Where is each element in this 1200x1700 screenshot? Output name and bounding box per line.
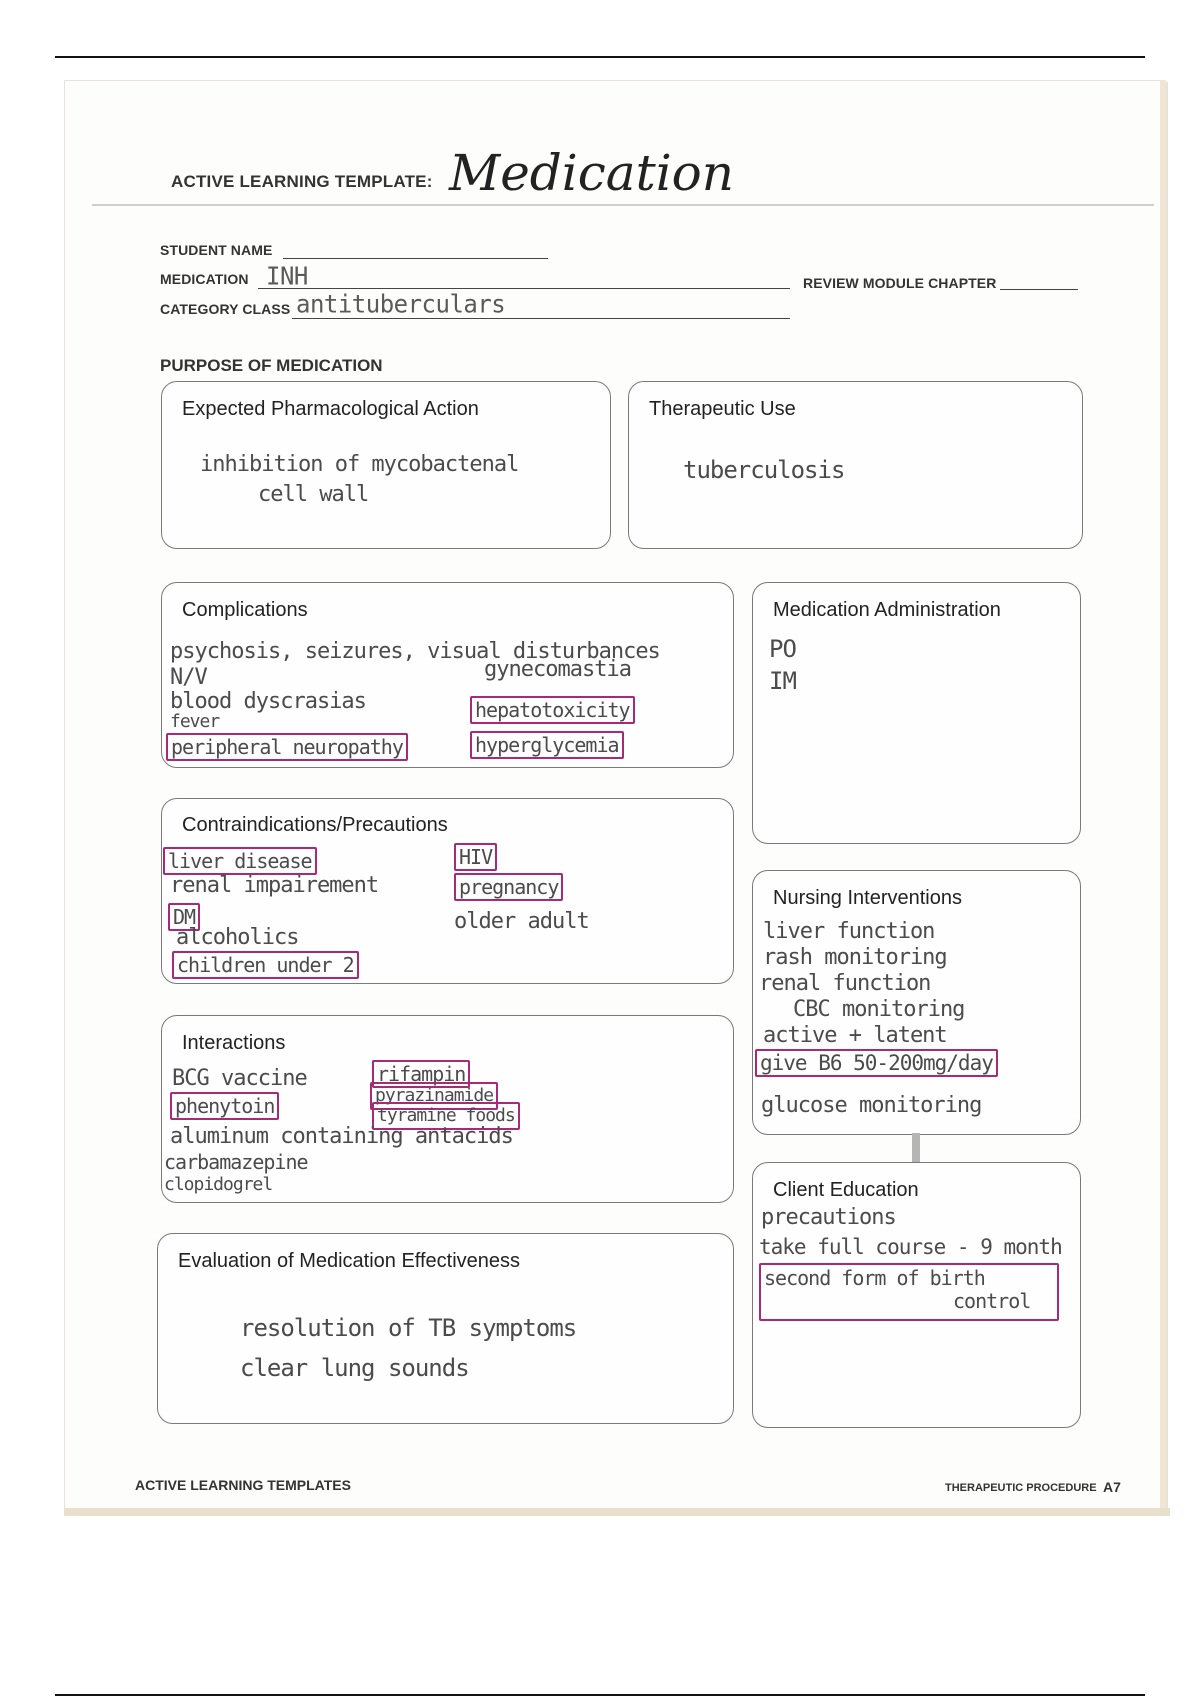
bottom-divider [55,1694,1145,1696]
evaluation-line: resolution of TB symptoms [240,1314,577,1342]
medication-label: MEDICATION [160,271,249,287]
interaction-item-boxed: rifampin [372,1060,470,1088]
complication-item-boxed: peripheral neuropathy [166,733,408,761]
contraindications-title: Contraindications/Precautions [182,814,448,836]
interaction-item-boxed: phenytoin [170,1092,279,1120]
template-label: ACTIVE LEARNING TEMPLATE: [171,172,433,191]
contraindication-item: older adult [454,909,589,934]
nursing-item: glucose monitoring [761,1093,982,1118]
medication-value: INH [266,261,308,291]
interaction-item: carbamazepine [164,1150,308,1174]
review-module-line [1000,289,1078,290]
client-education-item: take full course - 9 month [759,1235,1062,1259]
contraindication-item-boxed: HIV [454,843,497,871]
interactions-box [161,1015,734,1203]
student-name-label: STUDENT NAME [160,242,273,258]
therapeutic-use-box [628,381,1083,549]
contraindication-item-boxed: liver disease [163,847,317,875]
complication-item-boxed: hyperglycemia [470,731,624,759]
expected-action-title: Expected Pharmacological Action [182,398,479,420]
purpose-heading: PURPOSE OF MEDICATION [160,356,383,375]
complication-item: blood dyscrasias [170,689,366,714]
therapeutic-use-line: tuberculosis [683,456,845,484]
contraindication-item: renal impairement [170,873,379,898]
nursing-item: liver function [763,919,935,944]
client-education-item: control [953,1289,1031,1313]
med-admin-title: Medication Administration [773,599,1001,621]
complication-item: gynecomastia [484,657,631,682]
complication-item: psychosis, seizures, visual disturbances [170,639,660,664]
student-name-line [283,258,548,259]
med-admin-line: IM [769,667,796,695]
nursing-item-boxed: give B6 50-200mg/day [755,1049,998,1077]
category-class-value: antituberculars [296,289,506,319]
footer-page-number: A7 [1103,1479,1121,1495]
complication-item: N/V [170,665,207,690]
interactions-title: Interactions [182,1032,286,1054]
complications-box [161,582,734,768]
client-education-item: precautions [761,1205,896,1230]
evaluation-box [157,1233,734,1424]
nursing-item: renal function [759,971,931,996]
interaction-item-boxed: pyrazinamide [370,1082,498,1110]
contraindication-item-boxed: pregnancy [454,873,563,901]
complication-item: fever [170,711,220,732]
nursing-item: CBC monitoring [793,997,965,1022]
expected-action-box [161,381,611,549]
complication-item-boxed: hepatotoxicity [470,696,635,724]
client-education-item-boxed: second form of birth [759,1263,1059,1321]
paper-edge [1160,80,1166,1514]
evaluation-title: Evaluation of Medication Effectiveness [178,1250,521,1272]
top-divider [55,56,1145,58]
interaction-item: aluminum containing antacids [170,1124,513,1149]
client-education-box [752,1162,1081,1428]
contraindication-item-boxed: DM [168,903,200,931]
complications-title: Complications [182,599,308,621]
footer-left: ACTIVE LEARNING TEMPLATES [135,1477,351,1493]
interaction-item: clopidogrel [164,1174,273,1195]
footer-right: THERAPEUTIC PROCEDURE [945,1482,1097,1494]
nursing-box [752,870,1081,1135]
contraindication-item: alcoholics [176,925,299,950]
header-rule [92,204,1154,206]
med-admin-line: PO [769,635,796,663]
nursing-item: active + latent [763,1023,947,1048]
therapeutic-use-title: Therapeutic Use [649,398,796,420]
nursing-title: Nursing Interventions [773,887,962,909]
evaluation-line: clear lung sounds [240,1354,469,1382]
review-module-label: REVIEW MODULE CHAPTER [803,275,997,291]
category-class-label: CATEGORY CLASS [160,301,291,317]
expected-action-line: cell wall [258,482,369,507]
contraindications-box [161,798,734,984]
interaction-item: BCG vaccine [172,1066,307,1091]
contraindication-item-boxed: children under 2 [172,951,359,979]
nursing-item: rash monitoring [763,945,947,970]
med-admin-box [752,582,1081,844]
expected-action-line: inhibition of mycobactenal [200,452,519,477]
interaction-item-boxed: tyramine foods [372,1102,520,1130]
client-education-title: Client Education [773,1179,919,1201]
template-title: Medication [449,144,734,202]
nursing-to-education-connector [912,1133,920,1163]
paper-shadow [64,1508,1170,1516]
